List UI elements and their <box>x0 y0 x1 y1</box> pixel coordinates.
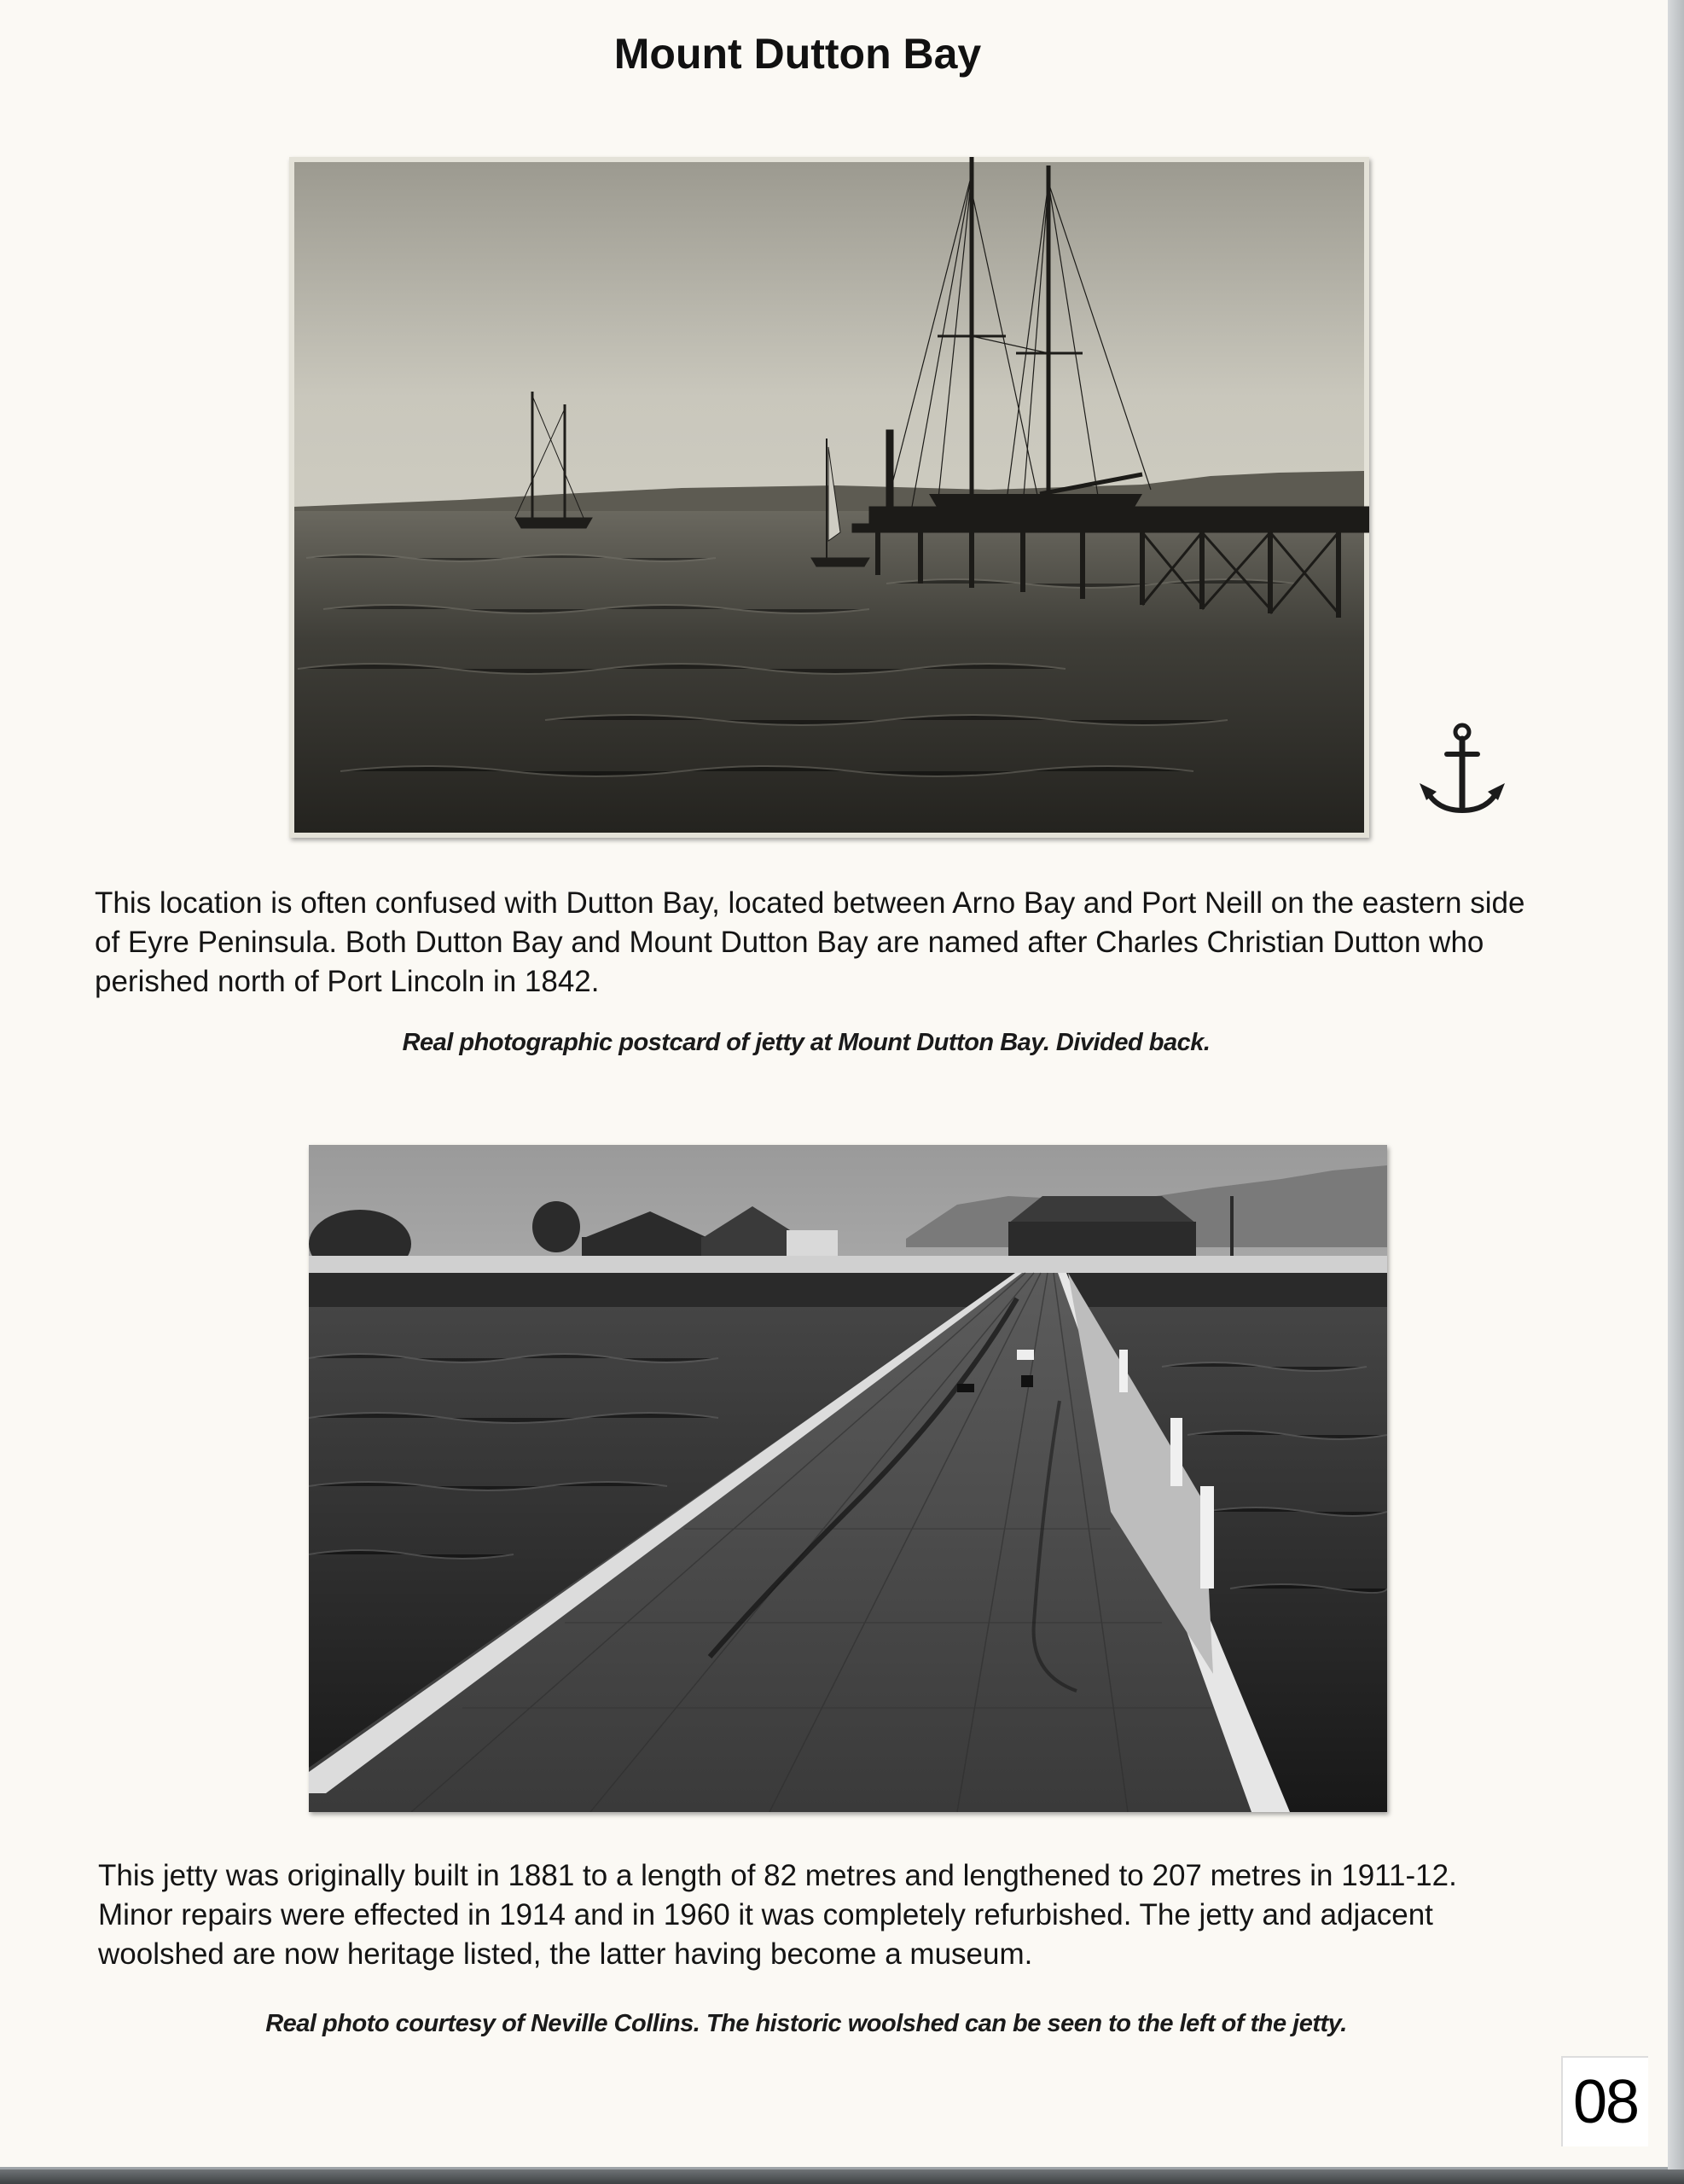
photo-jetty-woolshed <box>309 1145 1387 1812</box>
description-paragraph-1: This location is often confused with Dutton Bay, located between Arno Bay and Port Neill on the eastern side of Eyre Peninsula. Both Dutton Bay and Mount Dutton Bay are named after Charles Christian Dutton who perished north of Port Lincoln in 1842. <box>95 886 1525 998</box>
anchor-icon <box>1418 722 1507 817</box>
description-paragraph-2: This jetty was originally built in 1881 to a length of 82 metres and lengthened to 207 metres in 1911-12. Minor repairs were effected in 1914 and in 1960 it was completely refurbished. The jetty and adjacent woolshed are now heritage listed, the latter having become a museum. <box>98 1859 1457 1971</box>
page-number: 08 <box>1561 2056 1648 2146</box>
scan-bottom-edge <box>0 2169 1684 2184</box>
photo-caption-1: Real photographic postcard of jetty at Mount Dutton Bay. Divided back. <box>402 1029 1211 1056</box>
photo-caption-2: Real photo courtesy of Neville Collins. The historic woolshed can be seen to the left of the jetty. <box>265 2010 1347 2037</box>
scan-right-edge <box>1668 0 1684 2184</box>
postcard-photo-jetty-schooners <box>289 157 1369 838</box>
page-title: Mount Dutton Bay <box>613 30 982 78</box>
